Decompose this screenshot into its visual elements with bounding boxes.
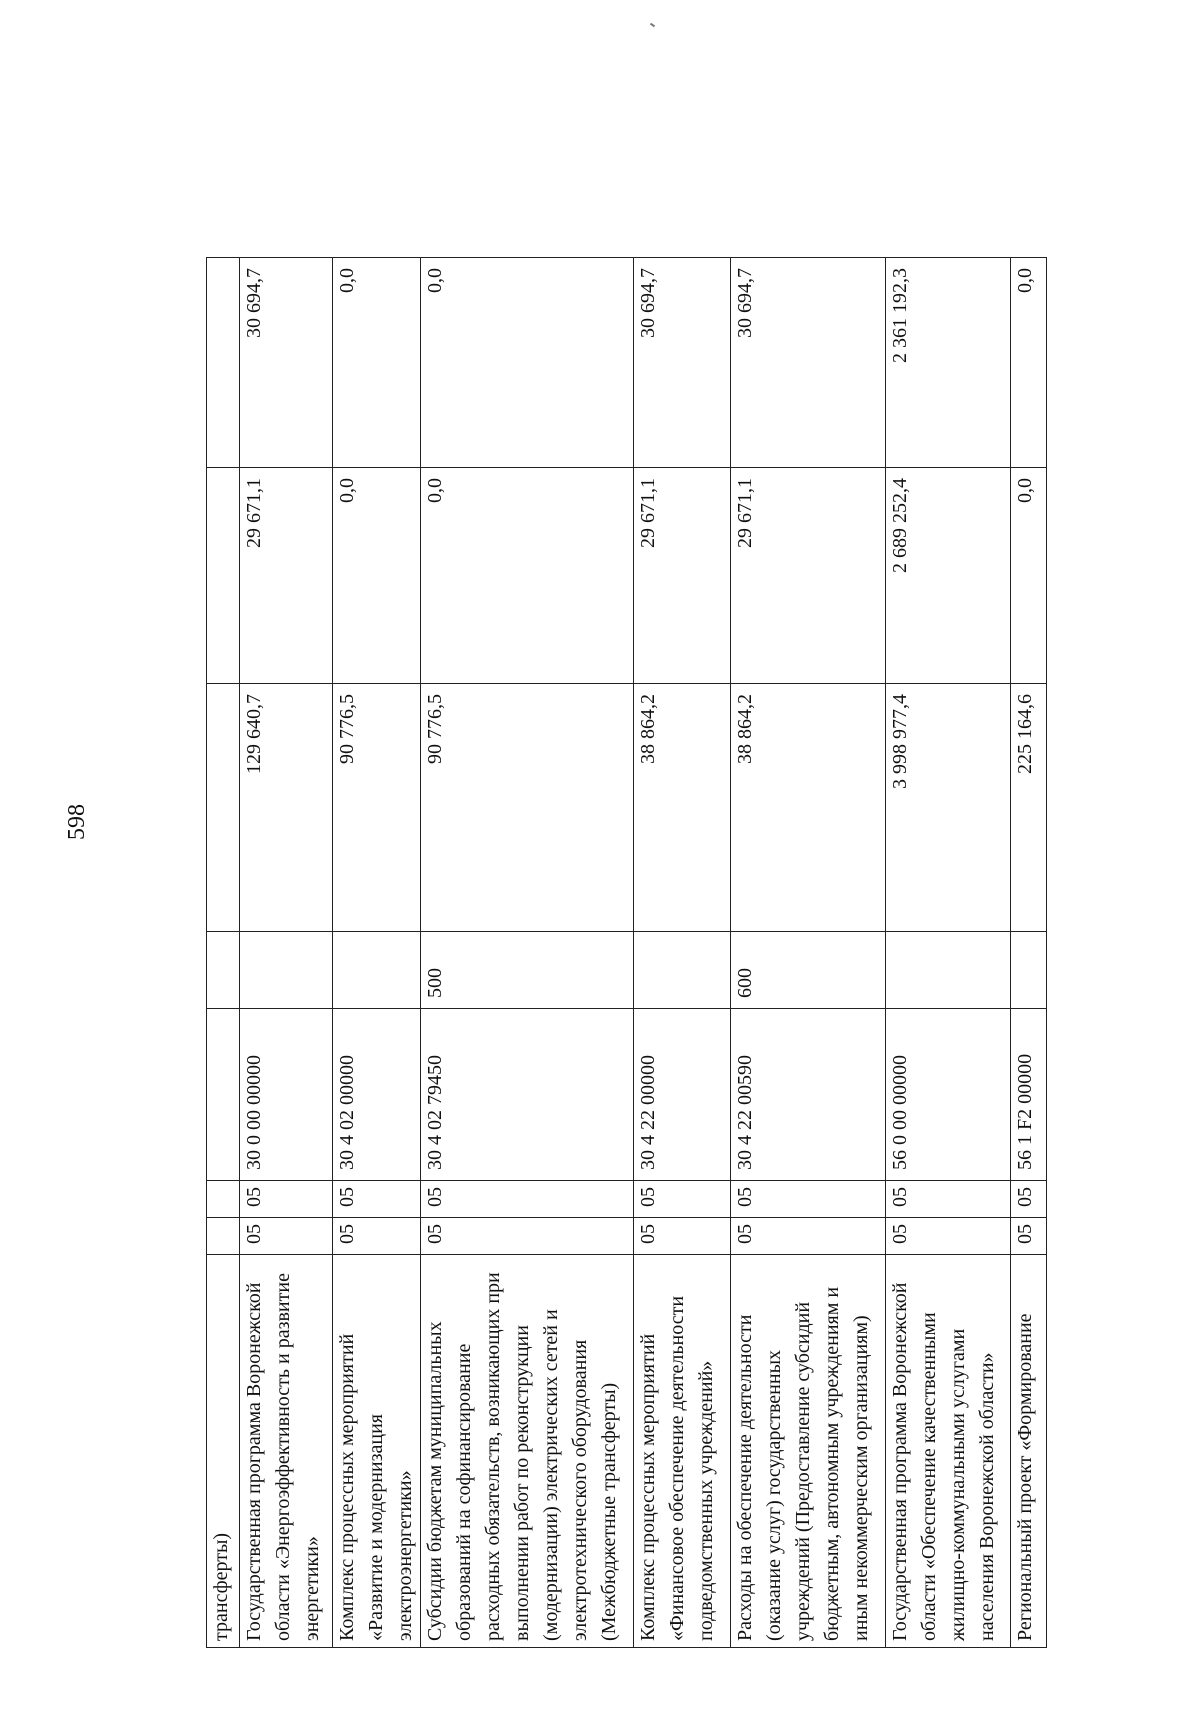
- row-vr: [1011, 932, 1047, 1009]
- row-rz: 05: [240, 1218, 333, 1255]
- table-row: [731, 258, 886, 1648]
- row-value-2: 29 671,1: [634, 468, 731, 684]
- row-value-1: 90 776,5: [421, 684, 634, 932]
- row-value-1: 129 640,7: [240, 684, 333, 932]
- row-vr: [333, 932, 421, 1009]
- row-csr: 30 4 02 00000: [333, 1009, 421, 1181]
- row-value-2: 0,0: [421, 468, 634, 684]
- row-pr: 05: [731, 1181, 886, 1218]
- row-pr: 05: [1011, 1181, 1047, 1218]
- row-pr: 05: [886, 1181, 1011, 1218]
- row-vr: [207, 932, 240, 1009]
- row-vr: [634, 932, 731, 1009]
- table-row: [1011, 258, 1047, 1648]
- row-value-3: 30 694,7: [731, 258, 886, 468]
- page-number: 598: [64, 804, 90, 840]
- row-rz: 05: [421, 1218, 634, 1255]
- row-value-2: 2 689 252,4: [886, 468, 1011, 684]
- row-name: Расходы на обеспечение деятельности (оказание услуг) государственных учреждений (Предоставление субсидий бюджетным, автономным учреждениям и иным некоммерческим организациям): [731, 1255, 886, 1648]
- table-row: [240, 258, 333, 1648]
- row-vr: 600: [731, 932, 886, 1009]
- row-rz: [207, 1218, 240, 1255]
- table-row: [333, 258, 421, 1648]
- row-csr: 30 4 02 79450: [421, 1009, 634, 1181]
- row-csr: 30 0 00 00000: [240, 1009, 333, 1181]
- row-value-3: 30 694,7: [240, 258, 333, 468]
- row-value-1: 38 864,2: [634, 684, 731, 932]
- row-value-1: 225 164,6: [1011, 684, 1047, 932]
- row-value-1: 3 998 977,4: [886, 684, 1011, 932]
- budget-table: [206, 257, 1047, 1648]
- row-value-3: [207, 258, 240, 468]
- row-csr: 56 1 F2 00000: [1011, 1009, 1047, 1181]
- row-value-3: 0,0: [333, 258, 421, 468]
- row-csr: [207, 1009, 240, 1181]
- row-value-2: 29 671,1: [240, 468, 333, 684]
- table-row: [207, 258, 240, 1648]
- row-value-1: 90 776,5: [333, 684, 421, 932]
- row-csr: 30 4 22 00000: [634, 1009, 731, 1181]
- row-value-2: 29 671,1: [731, 468, 886, 684]
- row-rz: 05: [886, 1218, 1011, 1255]
- row-csr: 56 0 00 00000: [886, 1009, 1011, 1181]
- row-name: Государственная программа Воронежской области «Энергоэффективность и развитие энергетики»: [240, 1255, 333, 1648]
- row-pr: [207, 1181, 240, 1218]
- row-value-2: 0,0: [333, 468, 421, 684]
- scan-speck: [650, 23, 655, 28]
- row-vr: [240, 932, 333, 1009]
- row-rz: 05: [634, 1218, 731, 1255]
- row-rz: 05: [731, 1218, 886, 1255]
- row-name: Комплекс процессных мероприятий «Развитие и модернизация электроэнергетики»: [333, 1255, 421, 1648]
- row-value-2: 0,0: [1011, 468, 1047, 684]
- row-vr: 500: [421, 932, 634, 1009]
- row-name: Комплекс процессных мероприятий «Финансовое обеспечение деятельности подведомственных учреждений»: [634, 1255, 731, 1648]
- table-row: [634, 258, 731, 1648]
- row-value-1: 38 864,2: [731, 684, 886, 932]
- row-name: Государственная программа Воронежской области «Обеспечение качественными жилищно-коммунальными услугами населения Воронежской области»: [886, 1255, 1011, 1648]
- row-vr: [886, 932, 1011, 1009]
- row-csr: 30 4 22 00590: [731, 1009, 886, 1181]
- row-name: Субсидии бюджетам муниципальных образований на софинансирование расходных обязательств, возникающих при выполнении работ по реконструкции (модернизации) электрических сетей и электротехнического оборудования (Межбюджетные трансферты): [421, 1255, 634, 1648]
- row-pr: 05: [333, 1181, 421, 1218]
- row-name: Региональный проект «Формирование: [1011, 1255, 1047, 1648]
- row-value-3: 0,0: [1011, 258, 1047, 468]
- row-value-3: 30 694,7: [634, 258, 731, 468]
- row-name: трансферты): [207, 1255, 240, 1648]
- row-rz: 05: [333, 1218, 421, 1255]
- row-value-1: [207, 684, 240, 932]
- row-pr: 05: [421, 1181, 634, 1218]
- row-pr: 05: [634, 1181, 731, 1218]
- row-rz: 05: [1011, 1218, 1047, 1255]
- rotated-table-area: [198, 110, 1098, 1710]
- row-pr: 05: [240, 1181, 333, 1218]
- row-value-3: 2 361 192,3: [886, 258, 1011, 468]
- row-value-3: 0,0: [421, 258, 634, 468]
- row-value-2: [207, 468, 240, 684]
- table-row: [886, 258, 1011, 1648]
- table-row: [421, 258, 634, 1648]
